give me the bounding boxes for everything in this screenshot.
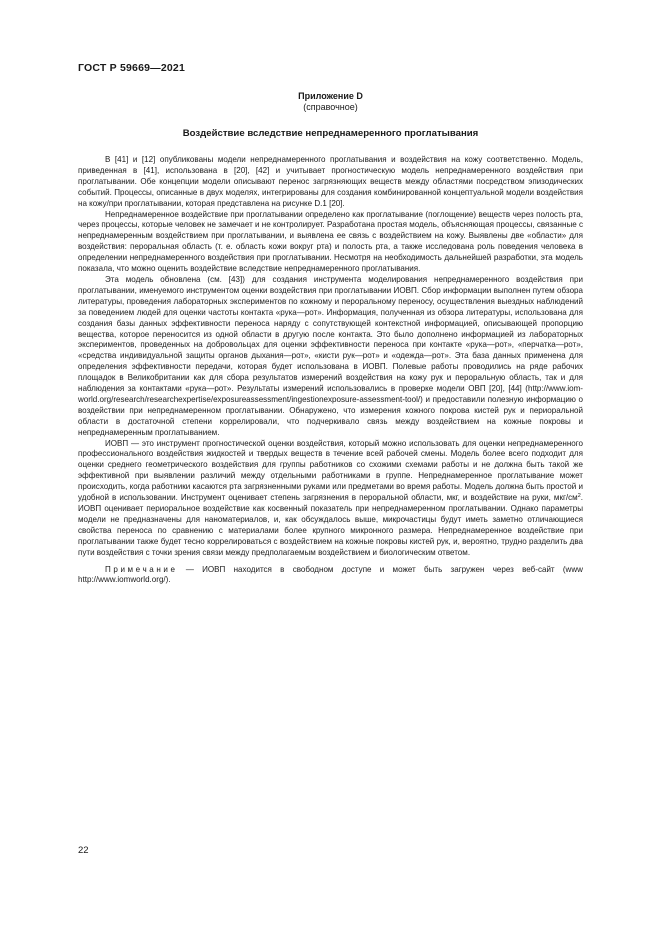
paragraph-4-part-1: ИОВП — это инструмент прогностической оценки воздействия, который можно использовать для оценки непреднамеренного профессионального воздействия жидкостей и твердых веществ в течение всей рабочей смены. Модель более всего подходит для оценки среднего геометрического воздействия для группы работников со схожими схемами работы и не должна быть такой же эффективной при выявлении различий между отдельными работниками в группе. Непреднамеренное проглатывание может происходить, когда работники касаются рта загрязненными руками или предметами во время работы. Модель должна быть простой и удобной в использовании. Инструмент оценивает степень загрязнения в перoральной области, мкг, и воздействие на руки, мкг/см (78, 438, 583, 503)
appendix-heading (78, 91, 583, 113)
superscript-2: 2 (577, 493, 581, 500)
paragraph-3: Эта модель обновлена (см. [43]) для создания инструмента моделирования непреднамеренного воздействия при проглатывании, именуемого инструментом оценки воздействия при проглатывании ИОВП. Сбор информации выполнен путем обзора литературы, проведения лабораторных экспериментов по кожному и пероральному переносу, осуществления выездных наблюдений за поведением людей для оценки частоты контакта «рука—рот». Информация, полученная из обзора литературы, использована для создания базы данных эффективности переноса наряду с сопутствующей контекстной информацией, описывающей пропорцию вещества, которое переносится из одной области в другую после контакта. Это было дополнено информацией из лабораторных экспериментов, проведенных на добровольцах для оценки эффективности переноса при контакте «рука—рот», «перчатка—рот», «средства индивидуальной защиты органов дыхания—рот», «кисти рук—рот» и «одежда—рот». Эта база данных применена для определения эффективности передачи, которая будет использована в ИОВП. Полевые работы проводились на ряде рабочих площадок в Великобритании как для сбора результатов измерений воздействия на кожу рук и перoральную область, так и для наблюдения за контактами «рука—рот». Результаты измерений использовались в проверке модели ОВП [20], [44] (http://www.iom-world.org/research/researchexpertise/exposureassessment/ingestionexposure-assessment-tool/) и предоставили полезную информацию о воздействии при непреднамеренном проглатывании. Обнаружено, что измерения кожного покрова кистей рук и периоральной области в достаточной степени коррелировали, что подчеркивало связь между воздействием на кожные покровы и непреднамеренным проглатыванием. (78, 274, 583, 437)
appendix-type: (справочное) (303, 102, 358, 112)
note-label: Примечание (105, 564, 178, 574)
appendix-title: Воздействие вследствие непреднамеренного проглатывания (182, 128, 479, 139)
paragraph-2: Непреднамеренное воздействие при проглатывании определено как проглатывание (поглощение) веществ через полость рта, через процессы, которые человек не замечает и не контролирует. Разработана простая модель, объясняющая процессы, связанные с непреднамеренным воздействием при проглатывании, и выявлена ее связь с воздействием на кожу. Выявлены две «области» для воздействия: перoральная область (т. е. область кожи вокруг рта) и полость рта, а также исследована роль поведения человека в определении непреднамеренного воздействия при проглатывании. Несмотря на необходимость дальнейшей разработки, эта модель показала, что можно оценить воздействие вследствие непреднамеренного проглатывания. (78, 209, 583, 274)
paragraph-4-part-2: . ИОВП оценивает периоральное воздействие как косвенный показатель при непреднамеренном проглатывании. Однако параметры модели не предназначены для наноматериалов, и, как обсуждалось выше, микрочастицы будут иметь заметно отличающиеся свойства переноса по сравнению с материалами более крупного микронного размера. Непреднамеренное воздействие при проглатывании также будет тесно коррелироваться с воздействием на кожные покровы кистей рук, и, вероятно, трудно разделить два пути воздействия с точки зрения связи между предполагаемым воздействием и биологическим ответом. (78, 493, 583, 557)
appendix-label: Приложение D (298, 91, 363, 101)
note-text: — ИОВП находится в свободном доступе и может быть загружен через веб-сайт (www http://www.iomworld.org/). (78, 564, 583, 585)
document-code-header: ГОСТ Р 59669—2021 (78, 62, 186, 74)
paragraph-4 (78, 439, 583, 559)
appendix-body (78, 155, 583, 586)
note (78, 565, 583, 587)
page-number: 22 (78, 845, 89, 856)
paragraph-1: В [41] и [12] опубликованы модели непреднамеренного проглатывания и воздействия на кожу соответственно. Модель, приведенная в [41], использована в [20], [42] и учитывает прогностическую модель непреднамеренного воздействия при проглатывании. Обе концепции модели описывают перенос загрязняющих веществ между областями посредством эпизодических событий. Процессы, описанные в двух моделях, интегрированы для создания комбинированной концептуальной модели воздействия на кожу/при проглатывании, которая представлена на рисунке D.1 [20]. (78, 155, 583, 208)
